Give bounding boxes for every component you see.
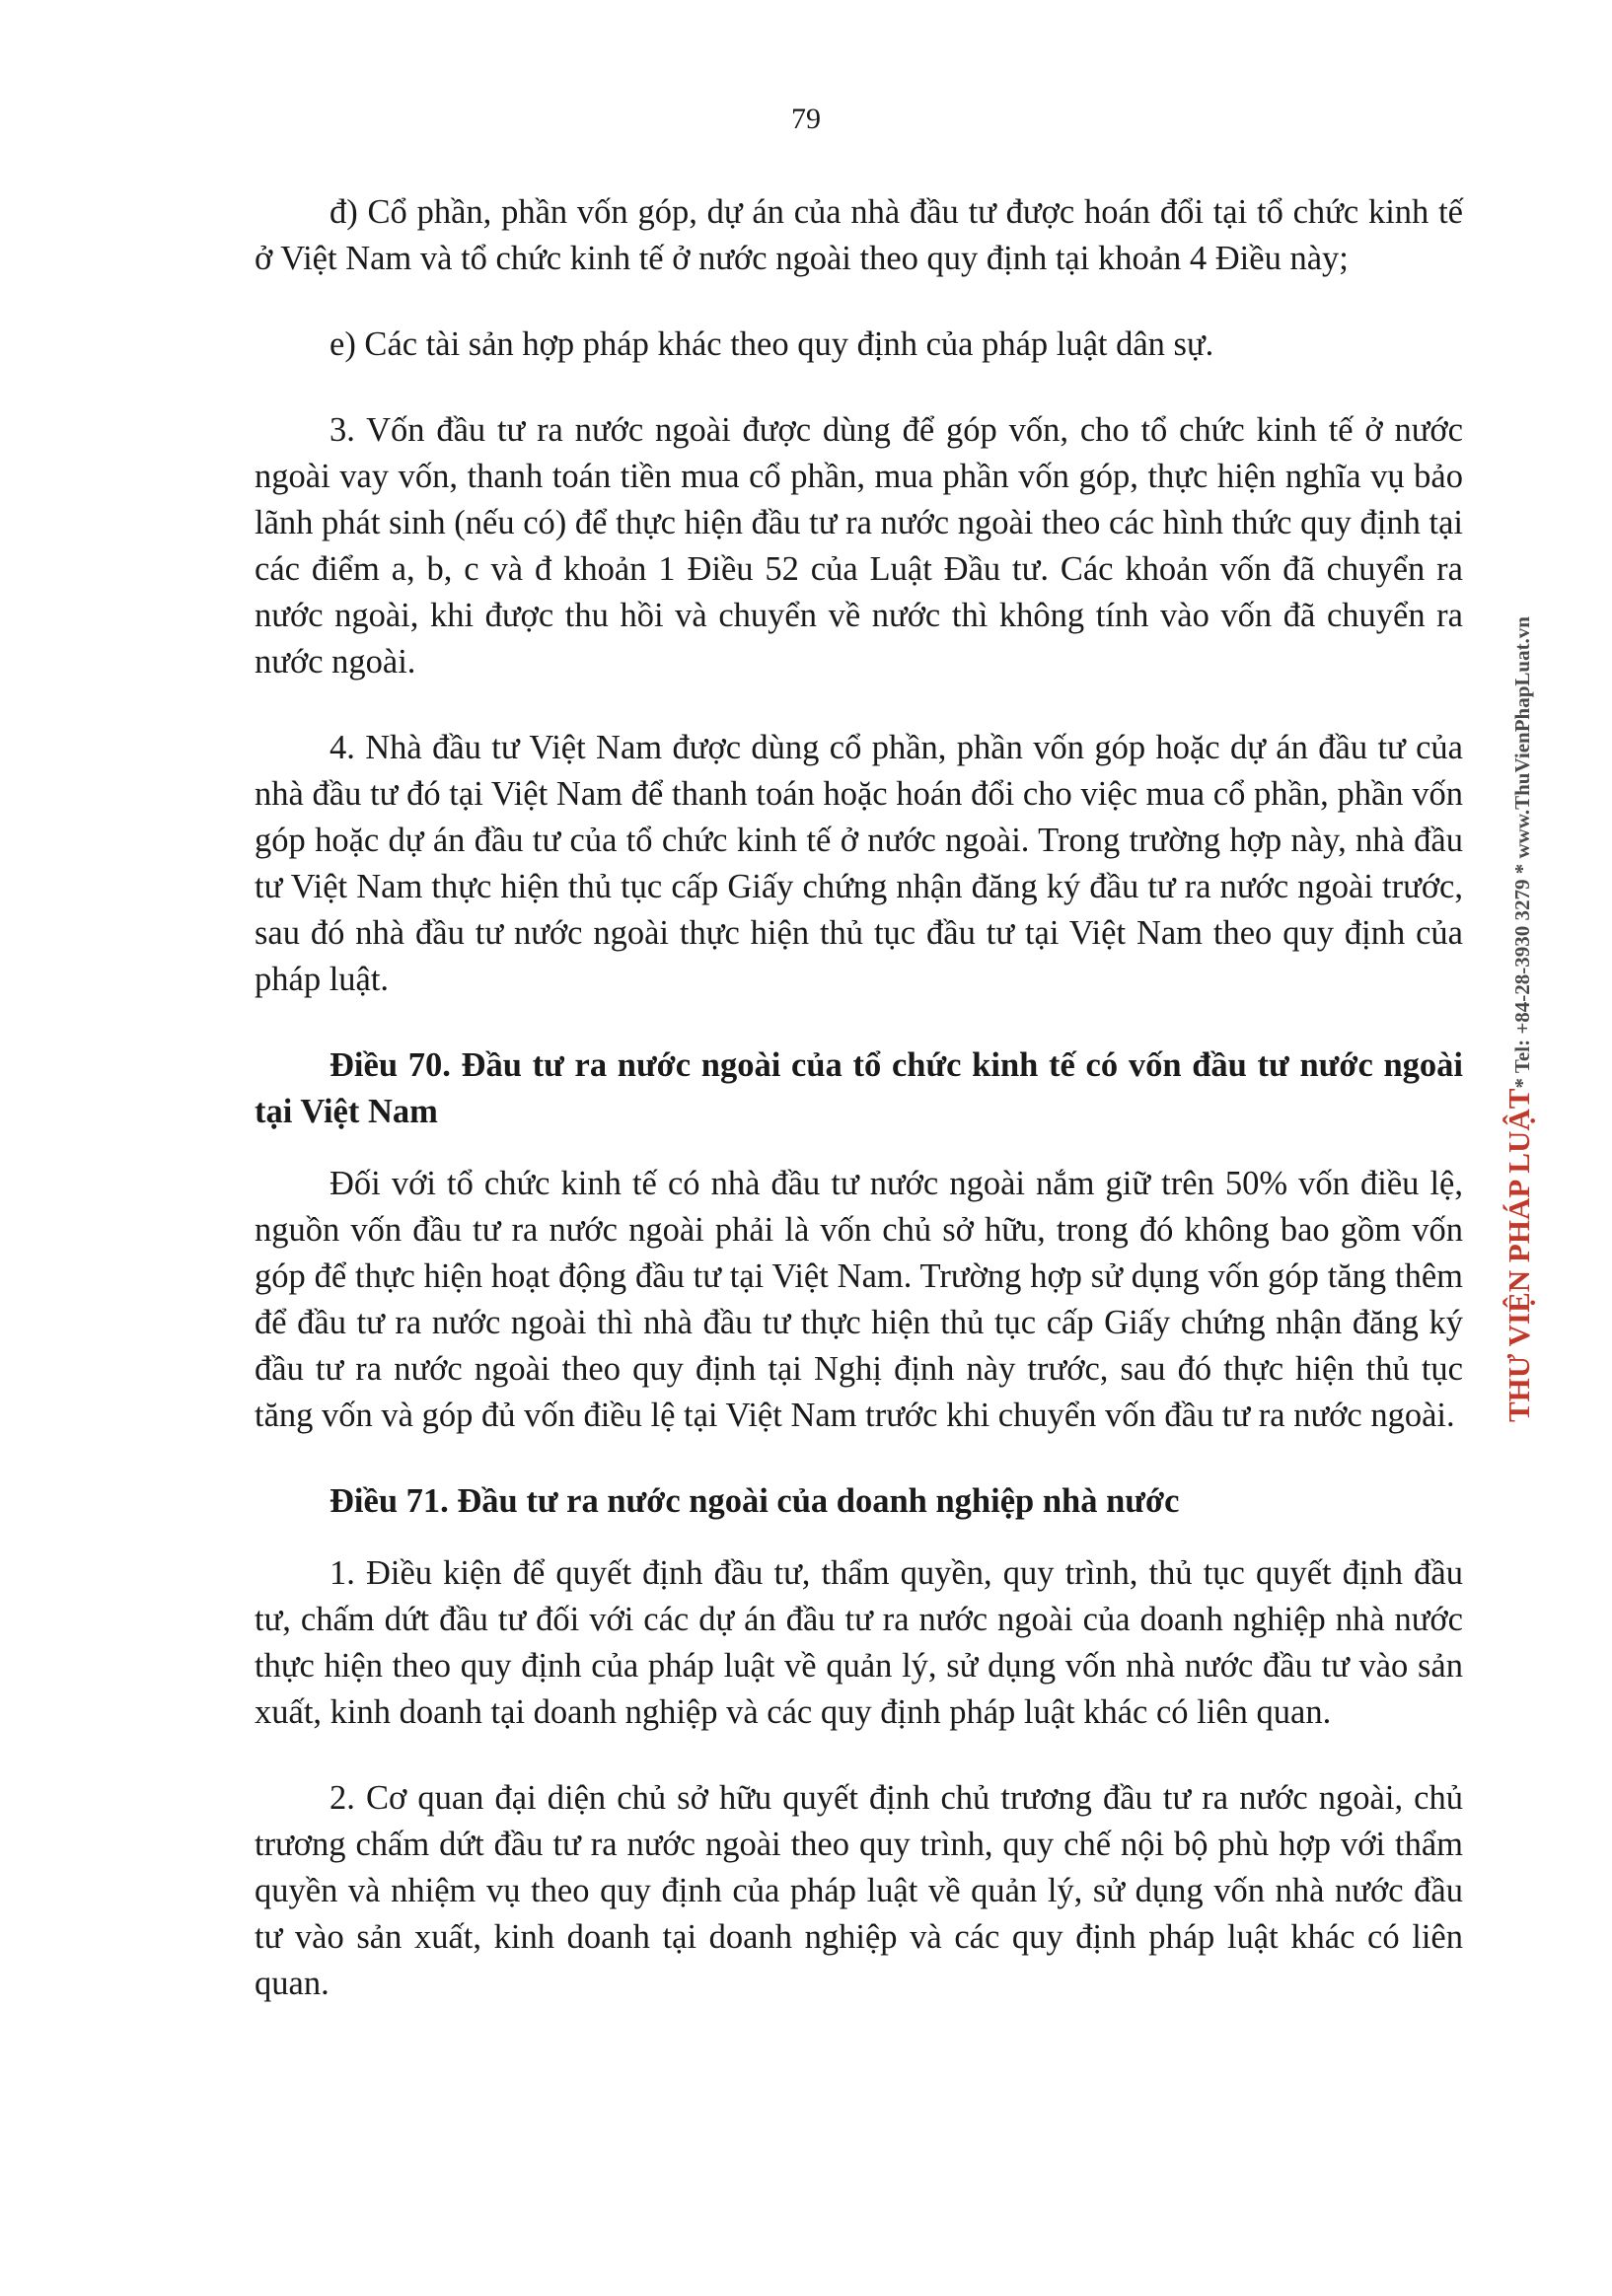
article-71-heading: Điều 71. Đầu tư ra nước ngoài của doanh nghiệp nhà nước [330,1482,1180,1520]
article-70-heading: Điều 70. Đầu tư ra nước ngoài của tổ chức kinh tế có vốn đầu tư nước ngoài tại Việt Nam [255,1046,1463,1130]
watermark-contact: * Tel: +84-28-3930 3279 * www.ThuVienPhapLuat.vn [1510,616,1534,1089]
paragraph-e: e) Các tài sản hợp pháp khác theo quy định của pháp luật dân sự. [330,325,1214,363]
watermark-brand: THƯ VIỆN PHÁP LUẬT [1502,1088,1536,1422]
watermark [1502,616,1537,1422]
article-71-item-1: 1. Điều kiện để quyết định đầu tư, thẩm quyền, quy trình, thủ tục quyết định đầu tư, chấm dứt đầu tư đối với các dự án đầu tư ra nước ngoài của doanh nghiệp nhà nước thực hiện theo quy định của pháp luật về quản lý, sử dụng vốn nhà nước đầu tư vào sản xuất, kinh doanh tại doanh nghiệp và các quy định pháp luật khác có liên quan. [255,1554,1463,1731]
document-body [255,189,1463,2046]
article-70-body: Đối với tổ chức kinh tế có nhà đầu tư nước ngoài nắm giữ trên 50% vốn điều lệ, nguồn vốn đầu tư ra nước ngoài phải là vốn chủ sở hữu, trong đó không bao gồm vốn góp để thực hiện hoạt động đầu tư tại Việt Nam. Trường hợp sử dụng vốn góp tăng thêm để đầu tư ra nước ngoài thì nhà đầu tư thực hiện thủ tục cấp Giấy chứng nhận đăng ký đầu tư ra nước ngoài theo quy định tại Nghị định này trước, sau đó thực hiện thủ tục tăng vốn và góp đủ vốn điều lệ tại Việt Nam trước khi chuyển vốn đầu tư ra nước ngoài. [255,1165,1463,1434]
page-number: 79 [791,103,821,135]
article-71-item-2: 2. Cơ quan đại diện chủ sở hữu quyết định chủ trương đầu tư ra nước ngoài, chủ trương chấm dứt đầu tư ra nước ngoài theo quy trình, quy chế nội bộ phù hợp với thẩm quyền và nhiệm vụ theo quy định của pháp luật về quản lý, sử dụng vốn nhà nước đầu tư vào sản xuất, kinh doanh tại doanh nghiệp và các quy định pháp luật khác có liên quan. [255,1779,1463,2002]
paragraph-d: đ) Cổ phần, phần vốn góp, dự án của nhà đầu tư được hoán đổi tại tổ chức kinh tế ở Việt Nam và tổ chức kinh tế ở nước ngoài theo quy định tại khoản 4 Điều này; [255,193,1463,277]
paragraph-clause-4: 4. Nhà đầu tư Việt Nam được dùng cổ phần, phần vốn góp hoặc dự án đầu tư của nhà đầu tư đó tại Việt Nam để thanh toán hoặc hoán đổi cho việc mua cổ phần, phần vốn góp hoặc dự án đầu tư của tổ chức kinh tế ở nước ngoài. Trong trường hợp này, nhà đầu tư Việt Nam thực hiện thủ tục cấp Giấy chứng nhận đăng ký đầu tư ra nước ngoài trước, sau đó nhà đầu tư nước ngoài thực hiện thủ tục đầu tư tại Việt Nam theo quy định của pháp luật. [255,729,1463,998]
paragraph-clause-3: 3. Vốn đầu tư ra nước ngoài được dùng để góp vốn, cho tổ chức kinh tế ở nước ngoài vay vốn, thanh toán tiền mua cổ phần, mua phần vốn góp, thực hiện nghĩa vụ bảo lãnh phát sinh (nếu có) để thực hiện đầu tư ra nước ngoài theo các hình thức quy định tại các điểm a, b, c và đ khoản 1 Điều 52 của Luật Đầu tư. Các khoản vốn đã chuyển ra nước ngoài, khi được thu hồi và chuyển về nước thì không tính vào vốn đã chuyển ra nước ngoài. [255,411,1463,681]
